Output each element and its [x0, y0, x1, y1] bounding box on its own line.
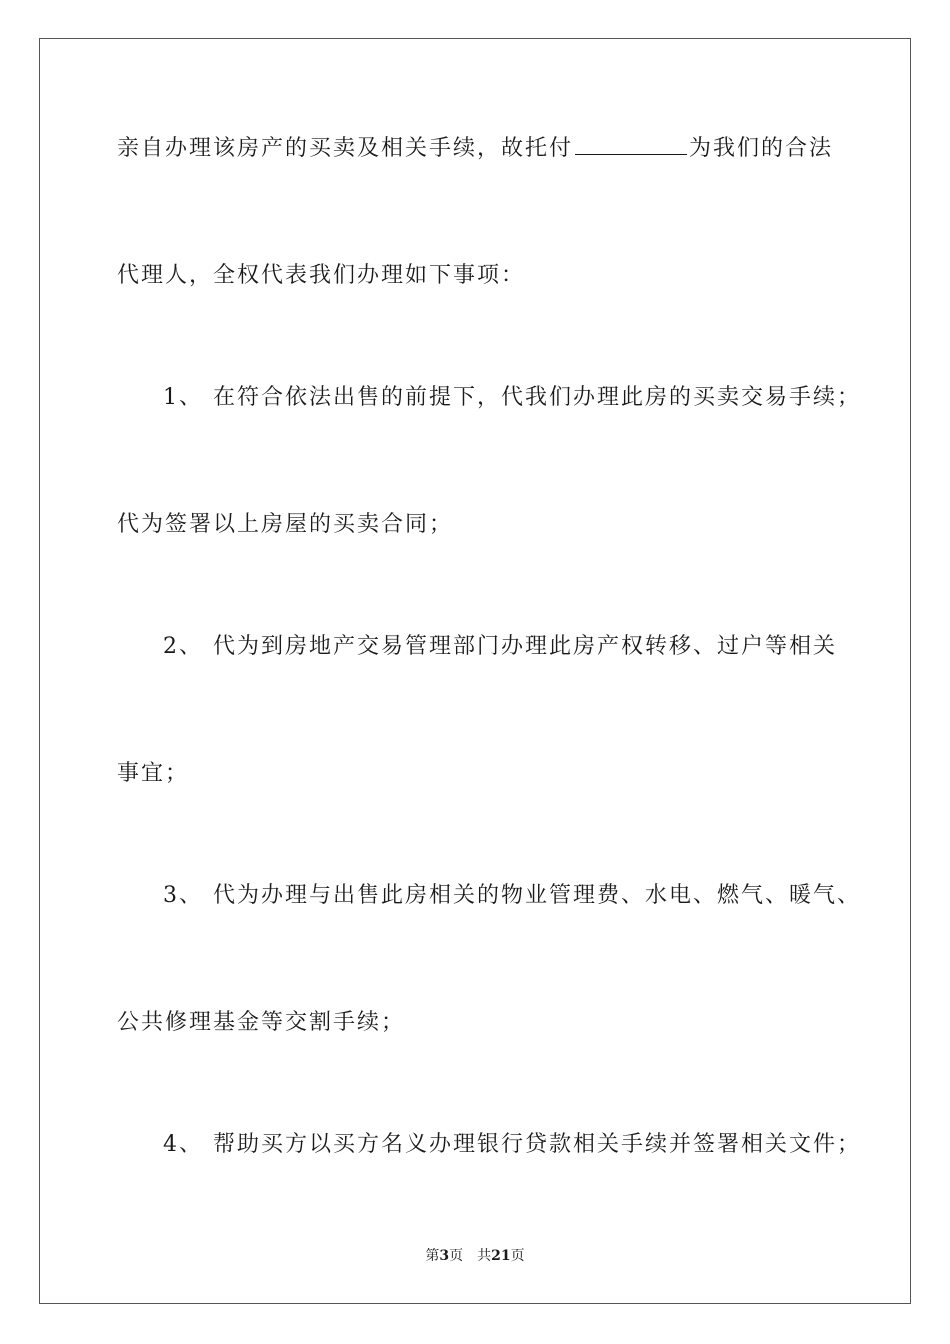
page-suffix: 页: [449, 1248, 464, 1264]
item-4-text: 帮助买方以买方名义办理银行贷款相关手续并签署相关文件；: [213, 1132, 862, 1157]
item-2-number: 2、: [163, 634, 203, 659]
total-suffix: 页: [510, 1248, 525, 1264]
item-1-line-2: 代为签署以上房屋的买卖合同；: [117, 512, 454, 537]
item-1-text: 在符合依法出售的前提下，代我们办理此房的买卖交易手续；: [213, 385, 862, 410]
item-1-number: 1、: [163, 385, 203, 410]
item-1-line-1: [163, 383, 861, 413]
item-4-number: 4、: [163, 1132, 203, 1157]
total-pages-number: 21: [491, 1248, 511, 1264]
item-2-line-2: 事宜；: [117, 761, 190, 786]
text-line-1: [117, 134, 833, 164]
item-3-text: 代为办理与出售此房相关的物业管理费、水电、燃气、暖气、: [213, 883, 862, 908]
page-border: [39, 38, 911, 1304]
agent-name-blank: [575, 134, 687, 155]
page-prefix: 第: [425, 1248, 440, 1264]
item-2-line-1: [163, 632, 837, 662]
item-2-text: 代为到房地产交易管理部门办理此房产权转移、过户等相关: [213, 634, 838, 659]
item-3-number: 3、: [163, 883, 203, 908]
line-1-before-blank: 亲自办理该房产的买卖及相关手续，故托付: [117, 136, 574, 161]
line-1-after-blank: 为我们的合法: [689, 136, 834, 161]
current-page-number: 3: [439, 1248, 450, 1264]
item-3-line-2: 公共修理基金等交割手续；: [117, 1010, 406, 1035]
text-line-2: 代理人，全权代表我们办理如下事项：: [117, 263, 526, 288]
total-prefix: 共: [477, 1248, 492, 1264]
item-4-line-1: [163, 1130, 861, 1160]
item-3-line-1: [163, 881, 861, 911]
page-footer: [0, 1246, 950, 1266]
